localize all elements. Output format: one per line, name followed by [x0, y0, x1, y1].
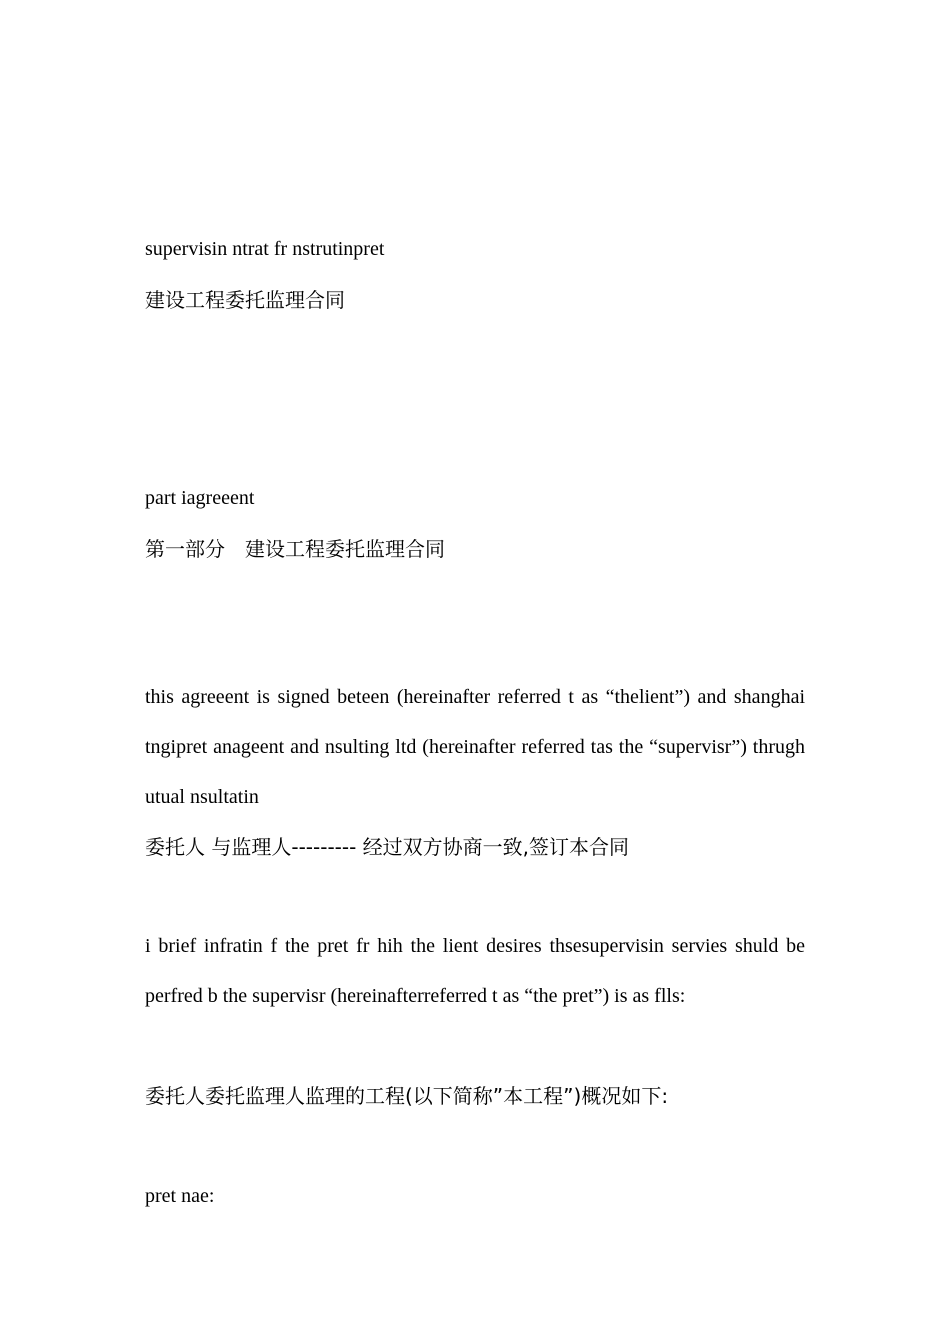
project-info-paragraph-english: i brief infratin f the pret fr hih the lient desires thsesupervisin servies shuld be perfred b the supervisr (hereinafterreferred t as “the pret”) is as flls:	[145, 935, 805, 1007]
agreement-paragraph-english: this agreeent is signed beteen (hereinafter referred t as “thelient”) and shanghai tngipret anageent and nsulting ltd (hereinafter referred tas the “supervisr”) thrugh utual nsultatin	[145, 686, 805, 808]
agreement-paragraph-chinese: 委托人 与监理人--------- 经过双方协商一致,签订本合同	[145, 835, 630, 859]
contract-title-chinese: 建设工程委托监理合同	[145, 288, 345, 312]
part-heading-english: part iagreeent	[145, 487, 255, 509]
project-name-label: pret nae:	[145, 1185, 215, 1207]
project-info-paragraph-chinese: 委托人委托监理人监理的工程(以下简称”本工程”)概况如下:	[145, 1084, 669, 1108]
contract-title-english: supervisin ntrat fr nstrutinpret	[145, 238, 385, 260]
part-heading-chinese: 第一部分 建设工程委托监理合同	[145, 537, 445, 561]
